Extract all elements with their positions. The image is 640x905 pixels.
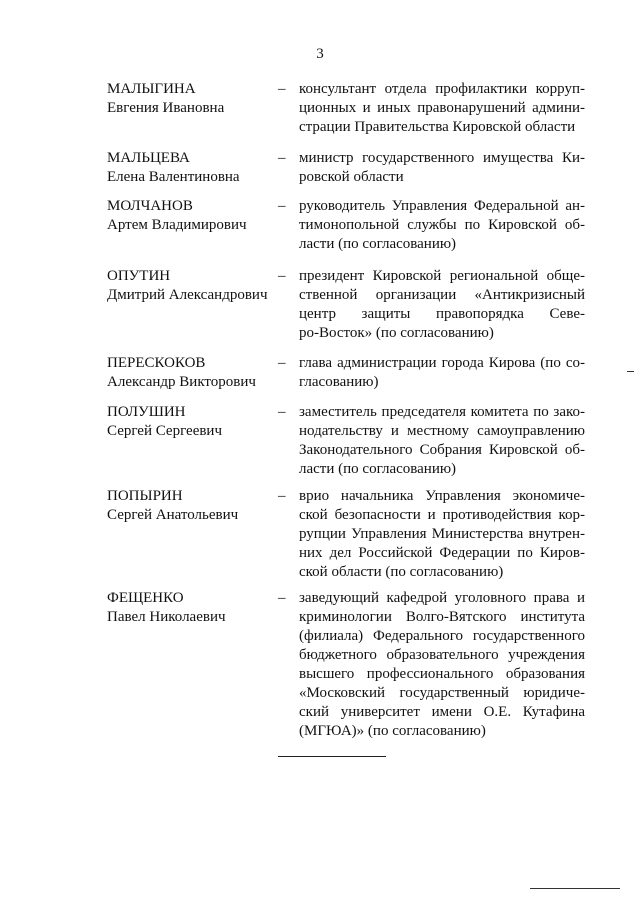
member-role-line: ский университет имени О.Е. Кутафина (299, 704, 585, 720)
member-surname: ПЕРЕСКОКОВ (107, 355, 206, 371)
member-dash: – (278, 590, 286, 606)
member-dash: – (278, 150, 286, 166)
member-role-line: (МГЮА)» (по согласованию) (299, 723, 486, 739)
member-given-name: Сергей Анатольевич (107, 507, 239, 523)
member-name-block (107, 197, 272, 235)
member-role-line: ской безопасности и противодействия кор- (299, 507, 585, 523)
member-role-line: врио начальника Управления экономиче- (299, 488, 585, 504)
member-surname: МАЛЬЦЕВА (107, 150, 190, 166)
member-surname: ОПУТИН (107, 268, 171, 284)
member-role-line: ро-Восток» (по согласованию) (299, 325, 494, 341)
member-name-block (107, 354, 272, 392)
member-role (299, 589, 585, 741)
member-dash: – (278, 488, 286, 504)
member-name-block (107, 487, 272, 525)
member-role-line: рупции Управления Министерства внутрен- (299, 526, 585, 542)
member-given-name: Артем Владимирович (107, 217, 247, 233)
closing-separator-line (278, 756, 386, 757)
member-role-line: ровской области (299, 169, 404, 185)
member-role-line: заместитель председателя комитета по зако- (299, 404, 585, 420)
member-role-line: Законодательного Собрания Кировской об- (299, 442, 585, 458)
member-role-line: ласти (по согласованию) (299, 461, 457, 477)
member-role (299, 403, 585, 479)
member-role-line: высшего профессионального образования (299, 666, 585, 682)
member-surname: МАЛЫГИНА (107, 81, 196, 97)
member-surname: ФЕЩЕНКО (107, 590, 184, 606)
member-surname: МОЛЧАНОВ (107, 198, 193, 214)
member-dash: – (278, 198, 286, 214)
member-role-line: (филиала) Федерального государственного (299, 628, 585, 644)
member-name-block (107, 80, 272, 118)
member-surname: ПОЛУШИН (107, 404, 186, 420)
member-role-line: криминологии Волго-Вятского института (299, 609, 585, 625)
member-role (299, 149, 585, 187)
member-dash: – (278, 268, 286, 284)
member-given-name: Елена Валентиновна (107, 169, 240, 185)
member-role-line: ласти (по согласованию) (299, 236, 457, 252)
member-role-line: консультант отдела профилактики корруп- (299, 81, 585, 97)
member-role-line: министр государственного имущества Ки- (299, 150, 585, 166)
member-role-line: них дел Российской Федерации по Киров- (299, 545, 585, 561)
member-role-line: страции Правительства Кировской области (299, 119, 576, 135)
corner-scan-mark (530, 888, 620, 889)
member-dash: – (278, 81, 286, 97)
member-surname: ПОПЫРИН (107, 488, 183, 504)
member-name-block (107, 403, 272, 441)
member-given-name: Александр Викторович (107, 374, 256, 390)
member-role (299, 354, 585, 392)
member-role-line: ционных и иных правонарушений админи- (299, 100, 585, 116)
member-role-line: президент Кировской региональной обще- (299, 268, 585, 284)
member-role-line: «Московский государственный юридиче- (299, 685, 585, 701)
page-number: 3 (316, 46, 324, 62)
member-role-line: бюджетного образовательного учреждения (299, 647, 585, 663)
member-role-line: гласованию) (299, 374, 379, 390)
member-role-line: руководитель Управления Федеральной ан- (299, 198, 585, 214)
member-name-block (107, 589, 272, 627)
member-role (299, 197, 585, 254)
member-role (299, 267, 585, 343)
edge-scan-mark (627, 371, 634, 372)
member-given-name: Сергей Сергеевич (107, 423, 223, 439)
member-name-block (107, 267, 272, 305)
member-role-line: тимонопольной службы по Кировской об- (299, 217, 585, 233)
member-role-line: заведующий кафедрой уголовного права и (299, 590, 585, 606)
member-role-line: глава администрации города Кирова (по со- (299, 355, 585, 371)
member-dash: – (278, 404, 286, 420)
member-role-line: центр защиты правопорядка Севе- (299, 306, 585, 322)
member-name-block (107, 149, 272, 187)
member-role-line: ской области (по согласованию) (299, 564, 504, 580)
member-given-name: Евгения Ивановна (107, 100, 225, 116)
member-role (299, 487, 585, 582)
member-role-line: нодательству и местному самоуправлению (299, 423, 585, 439)
member-role (299, 80, 585, 137)
member-given-name: Павел Николаевич (107, 609, 226, 625)
member-dash: – (278, 355, 286, 371)
member-given-name: Дмитрий Александрович (107, 287, 268, 303)
member-role-line: ственной организации «Антикризисный (299, 287, 585, 303)
